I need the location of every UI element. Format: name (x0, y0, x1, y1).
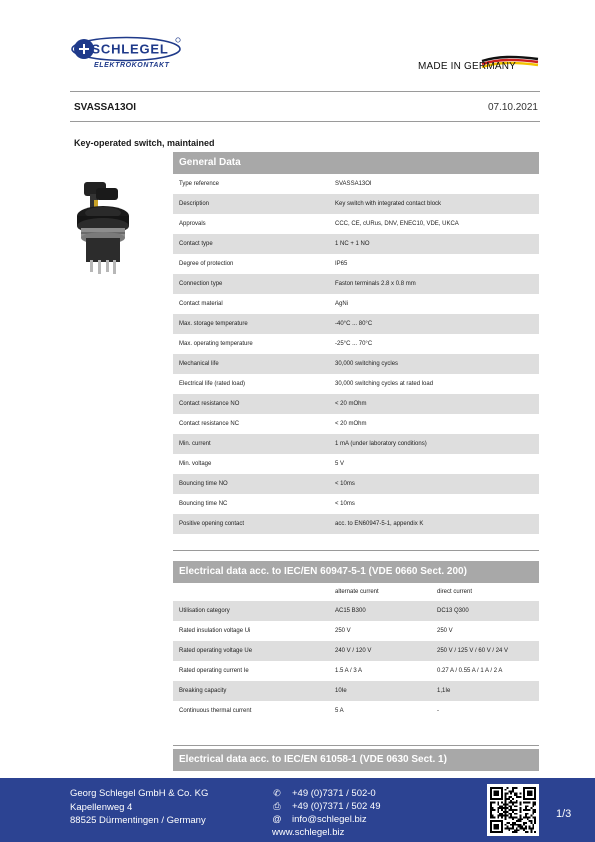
row-label: Positive opening contact (179, 521, 245, 527)
general-data-table (173, 174, 539, 534)
dc-value: 0.27 A / 0.55 A / 1 A / 2 A (437, 668, 503, 674)
general-data-section (173, 152, 539, 534)
row-value: SVASSA13OI (335, 181, 372, 187)
table-row (173, 174, 539, 194)
table-row (173, 621, 539, 641)
footer-fax: +49 (0)7371 / 502 49 (292, 801, 381, 812)
section-divider (173, 550, 539, 551)
electrical-data-table (173, 601, 539, 721)
qr-code (487, 784, 539, 836)
row-label: Contact type (179, 241, 213, 247)
row-value: CCC, CE, cURus, DNV, ENEC10, VDE, UKCA (335, 221, 459, 227)
product-photo (68, 180, 138, 280)
row-value: Faston terminals 2.8 x 0.8 mm (335, 281, 416, 287)
row-label: Mechanical life (179, 361, 219, 367)
row-value: 1 NC + 1 NO (335, 241, 370, 247)
table-row (173, 314, 539, 334)
row-label: Contact resistance NC (179, 421, 240, 427)
row-value: AgNi (335, 301, 349, 307)
row-label: Min. voltage (179, 461, 212, 467)
row-label: Rated operating current Ie (179, 668, 249, 674)
table-row (173, 354, 539, 374)
general-data-heading: General Data (173, 152, 539, 174)
table-row (173, 334, 539, 354)
table-row (173, 474, 539, 494)
row-value: IP65 (335, 261, 348, 267)
row-value: Key switch with integrated contact block (335, 201, 442, 207)
table-row (173, 394, 539, 414)
row-label: Electrical life (rated load) (179, 381, 246, 387)
direct-current-label: direct current (437, 589, 473, 595)
row-value: < 20 mOhm (335, 421, 367, 427)
row-label: Continuous thermal current (179, 708, 252, 714)
dc-value: 250 V / 125 V / 60 V / 24 V (437, 648, 509, 654)
document-date: 07.10.2021 (487, 102, 538, 113)
row-value: < 20 mOhm (335, 401, 367, 407)
row-label: Contact resistance NO (179, 401, 240, 407)
current-type-header (173, 583, 539, 601)
row-value: < 10ms (335, 481, 355, 487)
fax-icon: ⎙ (273, 801, 281, 811)
row-label: Rated operating voltage Ue (179, 648, 253, 654)
row-label: Contact material (179, 301, 223, 307)
page-footer (0, 778, 595, 842)
table-row (173, 374, 539, 394)
row-value: acc. to EN60947-5-1, appendix K (335, 521, 424, 527)
row-label: Connection type (179, 281, 223, 287)
ac-value: AC15 B300 (335, 608, 366, 614)
ac-value: 10Ie (335, 688, 347, 694)
logo-emblem (70, 36, 182, 62)
row-label: Bouncing time NC (179, 501, 228, 507)
row-label: Max. operating temperature (179, 341, 253, 347)
electrical-data-section (173, 561, 539, 721)
footer-email[interactable]: info@schlegel.biz (292, 814, 367, 825)
table-row (173, 514, 539, 534)
row-label: Min. current (179, 441, 211, 447)
row-label: Degree of protection (179, 261, 234, 267)
dc-value: DC13 Q300 (437, 608, 469, 614)
table-row (173, 434, 539, 454)
row-value: 30,000 switching cycles (335, 361, 399, 367)
table-row (173, 454, 539, 474)
table-row (173, 701, 539, 721)
table-row (173, 414, 539, 434)
dc-value: 1,1Ie (437, 688, 451, 694)
table-row (173, 681, 539, 701)
table-row (173, 214, 539, 234)
row-value: 1 mA (under laboratory conditions) (335, 441, 427, 447)
row-label: Bouncing time NO (179, 481, 228, 487)
at-icon: @ (272, 814, 282, 824)
row-value: -40°C ... 80°C (335, 321, 373, 327)
row-value: 5 V (335, 461, 345, 467)
row-value: -25°C ... 70°C (335, 341, 373, 347)
document-code: SVASSA13OI (74, 102, 137, 113)
row-label: Type reference (179, 181, 220, 187)
made-in-germany-label: MADE IN GERMANY (418, 61, 517, 72)
ac-value: 5 A (335, 708, 344, 714)
table-row (173, 194, 539, 214)
page-number: 1/3 (556, 808, 572, 820)
logo-brand-text: SCHLEGEL (91, 41, 169, 57)
section-divider (173, 745, 539, 746)
row-label: Rated insulation voltage Ui (179, 628, 251, 634)
electrical-data-2-section (173, 749, 539, 771)
row-label: Approvals (179, 221, 206, 227)
footer-street: Kapellenweg 4 (70, 802, 133, 813)
table-row (173, 294, 539, 314)
footer-website[interactable]: www.schlegel.biz (272, 827, 345, 838)
phone-icon: ✆ (273, 788, 281, 798)
table-row (173, 601, 539, 621)
row-value: 30,000 switching cycles at rated load (335, 381, 434, 387)
product-title: Key-operated switch, maintained (74, 138, 215, 148)
ac-value: 250 V (335, 628, 351, 634)
footer-phone[interactable]: +49 (0)7371 / 502-0 (292, 788, 376, 799)
table-row (173, 661, 539, 681)
dc-value: - (437, 708, 439, 714)
row-label: Max. storage temperature (179, 321, 248, 327)
table-row (173, 641, 539, 661)
dc-value: 250 V (437, 628, 453, 634)
footer-company: Georg Schlegel GmbH & Co. KG (70, 788, 209, 799)
electrical-data-2-heading: Electrical data acc. to IEC/EN 61058-1 (VDE 0630 Sect. 1) (173, 749, 539, 771)
row-value: < 10ms (335, 501, 355, 507)
table-row (173, 274, 539, 294)
header-divider (70, 91, 540, 92)
title-divider (70, 121, 540, 122)
electrical-data-heading: Electrical data acc. to IEC/EN 60947-5-1 (VDE 0660 Sect. 200) (173, 561, 539, 583)
alternate-current-label: alternate current (335, 589, 379, 595)
ac-value: 240 V / 120 V (335, 648, 372, 654)
logo-subtitle: ELEKTROKONTAKT (94, 62, 170, 69)
footer-city: 88525 Dürmentingen / Germany (70, 815, 206, 826)
table-row (173, 234, 539, 254)
ac-value: 1.5 A / 3 A (335, 668, 363, 674)
row-label: Breaking capacity (179, 688, 227, 694)
table-row (173, 254, 539, 274)
table-row (173, 494, 539, 514)
row-label: Utilisation category (179, 608, 230, 614)
row-label: Description (179, 201, 210, 207)
company-logo (70, 36, 180, 76)
